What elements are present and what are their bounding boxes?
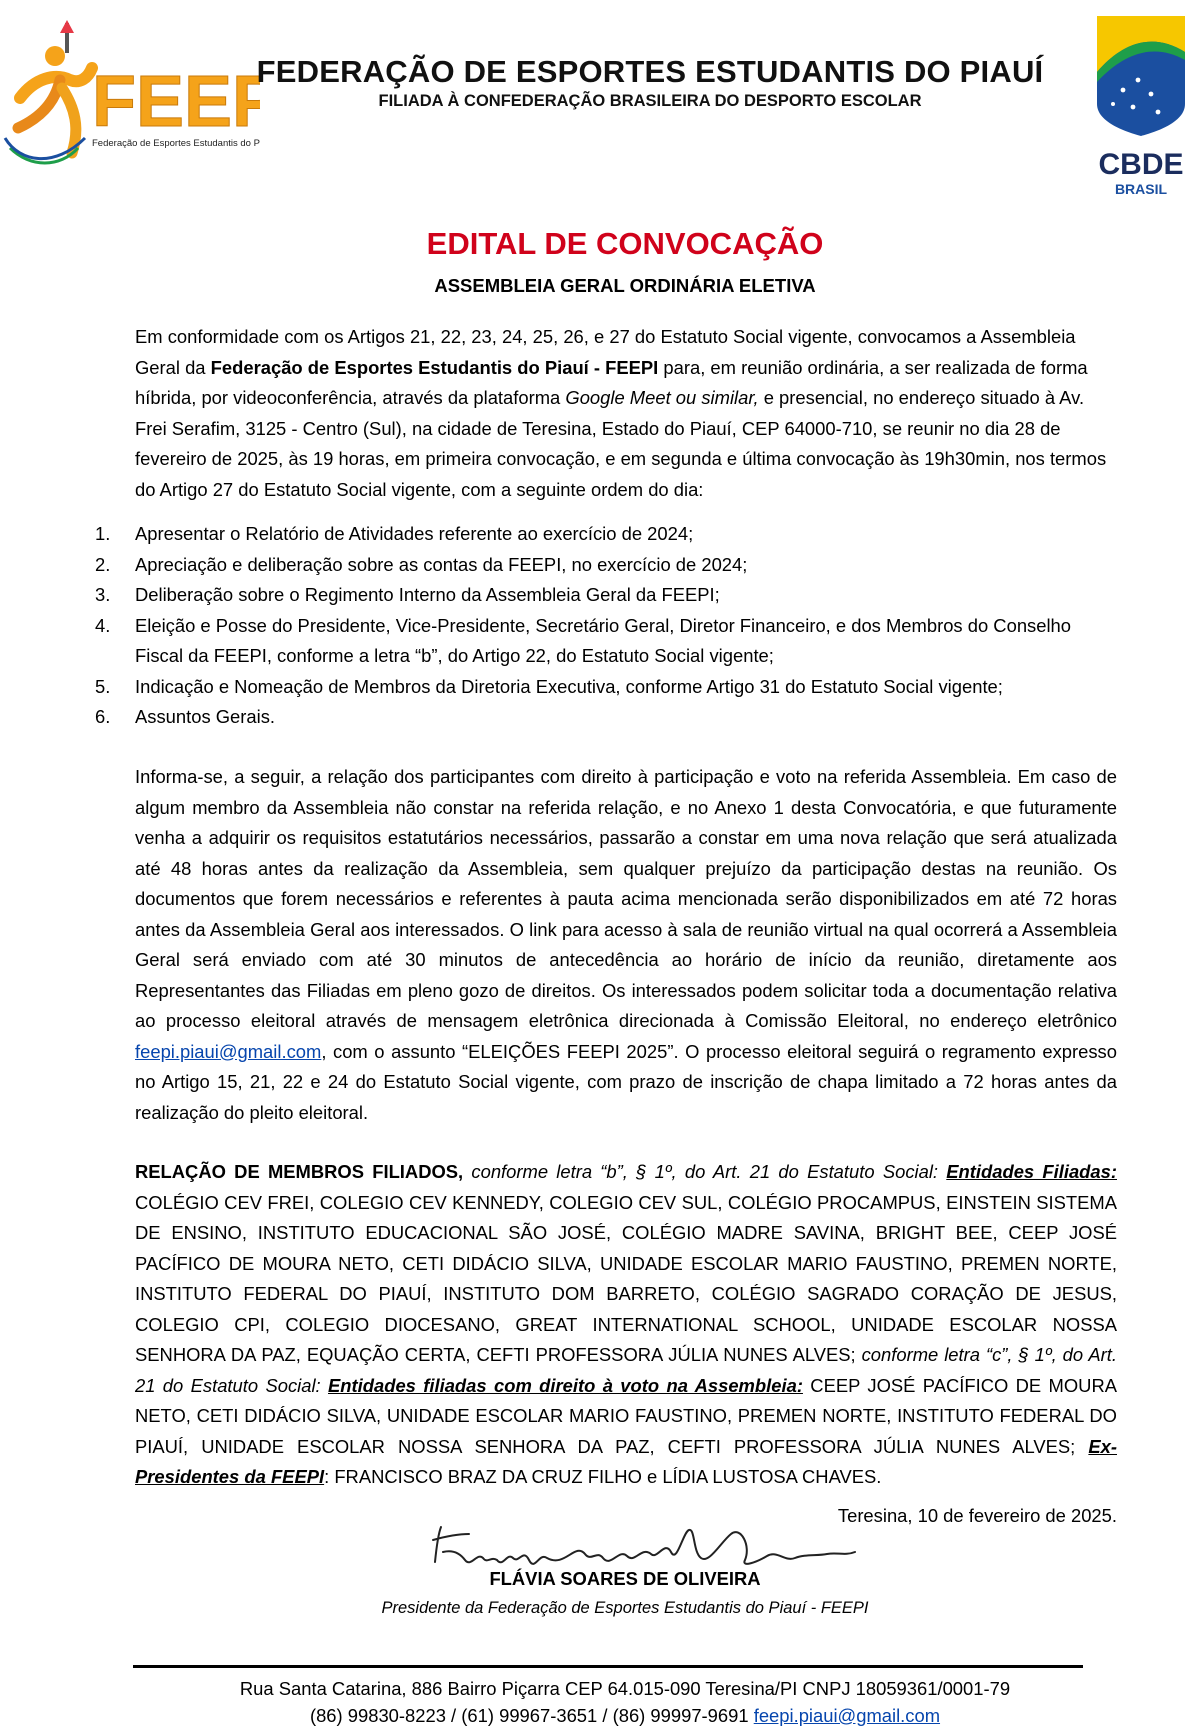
agenda-item-text: Assuntos Gerais. [135, 706, 276, 727]
agenda-item-number: 4. [95, 614, 111, 636]
agenda-item [95, 702, 1117, 733]
intro-text-1: Em conformidade com os Artigos 21, 22, 23, 24, 25, 26, e 27 do Estatuto Social vigente, convocamos a Assembleia Geral da [135, 326, 1076, 378]
feepi-logo-caption: Federação de Esportes Estudantis do Piauí [92, 138, 260, 149]
cbde-logo-caption: BRASIL [1114, 181, 1168, 197]
agenda-item [95, 611, 1117, 672]
agenda-item-text: Apreciação e deliberação sobre as contas da FEEPI, no exercício de 2024; [135, 553, 748, 575]
feepi-logo-text: FEEP [92, 62, 260, 142]
cbde-logo-text: CBDE [1098, 148, 1184, 181]
agenda-item-number: 2. [95, 553, 111, 575]
info-text-1: Informa-se, a seguir, a relação dos participantes com direito à participação e voto na referida Assembleia. Em caso de algum membro da Assembleia não constar na referida relação, e no Anexo 1 desta Convocatória, e que futuramente venha a adquirir os requisitos estatutários necessários, passarão a constar em uma nova relação que será atualizada até 48 horas antes da realização da Assembleia, sem qualquer prejuízo da participação destas na reunião. Os documentos que forem necessários e referentes à pauta acima mencionada serão disponibilizados em até 72 horas antes da Assembleia Geral aos interessados. O link para acesso à sala de reunião virtual na qual ocorrerá a Assembleia Geral será enviado com até 30 minutos de antecedência ao horário de início da reunião, diretamente aos Representantes das Filiadas em pleno gozo de direitos. Os interessados podem solicitar toda a documentação relativa ao processo eleitoral através de mensagem eletrônica direcionada à Comissão Eleitoral, no endereço eletrônico [135, 766, 1117, 1031]
agenda-item-text: Apresentar o Relatório de Atividades referente ao exercício de 2024; [135, 523, 694, 544]
footer-email-link[interactable]: feepi.piaui@gmail.com [753, 1705, 941, 1726]
footer-divider [133, 1665, 1083, 1668]
document-title: EDITAL DE CONVOCAÇÃO [426, 226, 824, 261]
ex-presidents-list: : FRANCISCO BRAZ DA CRUZ FILHO e LÍDIA LUSTOSA CHAVES. [324, 1466, 882, 1487]
intro-platform: Google Meet ou similar, [565, 387, 759, 408]
members-paragraph [135, 1157, 1117, 1493]
intro-org-name: Federação de Esportes Estudantis do Piauí - FEEPI [210, 356, 659, 378]
footer-address: Rua Santa Catarina, 886 Bairro Piçarra CEP 64.015-090 Teresina/PI CNPJ 18059361/0001-79 [239, 1678, 1011, 1699]
agenda-item-number: 1. [95, 523, 111, 544]
date-line: Teresina, 10 de fevereiro de 2025. [837, 1505, 1117, 1526]
info-text-2: , com o assunto “ELEIÇÕES FEEPI 2025”. O processo eleitoral seguirá o regramento expresso no Artigo 15, 21, 22 e 24 do Estatuto Social vigente, com prazo de inscrição de chapa limitado a 72 horas antes da realização do pleito eleitoral. [135, 1040, 1117, 1123]
signer-name: FLÁVIA SOARES DE OLIVEIRA [489, 1568, 761, 1589]
footer-contacts [0, 1705, 1200, 1727]
intro-text-2: para, em reunião ordinária, a ser realizada de forma híbrida, por videoconferência, através da plataforma [135, 356, 1088, 408]
agenda-list [95, 519, 1117, 733]
agenda-item [95, 672, 1117, 703]
agenda-item-number: 6. [95, 706, 111, 727]
voting-list: CEEP JOSÉ PACÍFICO DE MOURA NETO, CETI DIDÁCIO SILVA, UNIDADE ESCOLAR MARIO FAUSTINO, PREMEN NORTE, INSTITUTO FEDERAL DO PIAUÍ, UNIDADE ESCOLAR NOSSA SENHORA DA PAZ, CEFTI PROFESSORA JÚLIA NUNES ALVES; [135, 1374, 1117, 1457]
intro-paragraph [135, 322, 1117, 505]
members-ref-b: conforme letra “b”, § 1º, do Art. 21 do Estatuto Social: [463, 1161, 947, 1182]
ex-presidents-label: Ex-Presidentes da FEEPI [135, 1435, 1117, 1487]
document-subtitle: ASSEMBLEIA GERAL ORDINÁRIA ELETIVA [434, 275, 816, 296]
intro-text-3: e presencial, no endereço situado à Av. Frei Serafim, 3125 - Centro (Sul), na cidade de Teresina, Estado do Piauí, CEP 64000-710, se reunir no dia 28 de fevereiro de 2025, às 19 horas, em primeira convocação, e em segunda e última convocação às 19h30min, nos termos do Artigo 27 do Estatuto Social vigente, com a seguinte ordem do dia: [135, 387, 1107, 500]
agenda-item [95, 519, 1117, 550]
agenda-item [95, 580, 1117, 611]
members-ref-c: conforme letra “c”, § 1º, do Art. 21 do Estatuto Social: [135, 1344, 1118, 1396]
agenda-item-text: Indicação e Nomeação de Membros da Diretoria Executiva, conforme Artigo 31 do Estatuto Social vigente; [135, 675, 1003, 697]
feepi-logo [0, 18, 260, 168]
affiliated-list: COLÉGIO CEV FREI, COLEGIO CEV KENNEDY, COLEGIO CEV SUL, COLÉGIO PROCAMPUS, EINSTEIN SISTEMA DE ENSINO, INSTITUTO EDUCACIONAL SÃO JOSÉ, COLÉGIO MADRE SAVINA, BRIGHT BEE, CEEP JOSÉ PACÍFICO DE MOURA NETO, CETI DIDÁCIO SILVA, UNIDADE ESCOLAR MARIO FAUSTINO, PREMEN NORTE, INSTITUTO FEDERAL DO PIAUÍ, INSTITUTO DOM BARRETO, COLÉGIO SAGRADO CORAÇÃO DE JESUS, COLEGIO CPI, COLEGIO DIOCESANO, GREAT INTERNATIONAL SCHOOL, UNIDADE ESCOLAR NOSSA SENHORA DA PAZ, EQUAÇÃO CERTA, CEFTI PROFESSORA JÚLIA NUNES ALVES; [135, 1191, 1117, 1365]
email-link[interactable]: feepi.piaui@gmail.com [135, 1040, 322, 1062]
footer-phones: (86) 99830-8223 / (61) 99967-3651 / (86) 99997-9691 [309, 1705, 754, 1726]
voting-label: Entidades filiadas com direito à voto na Assembleia: [328, 1374, 803, 1396]
agenda-item [95, 550, 1117, 581]
cbde-logo [1093, 12, 1189, 202]
agenda-item-text: Eleição e Posse do Presidente, Vice-Presidente, Secretário Geral, Diretor Financeiro, e dos Membros do Conselho Fiscal da FEEPI, conforme a letra “b”, do Artigo 22, do Estatuto Social vigente; [135, 614, 1072, 666]
agenda-item-number: 5. [95, 675, 111, 697]
agenda-item-text: Deliberação sobre o Regimento Interno da Assembleia Geral da FEEPI; [135, 584, 720, 605]
signer-role: Presidente da Federação de Esportes Estudantis do Piauí - FEEPI [381, 1599, 869, 1617]
affiliated-label: Entidades Filiadas: [946, 1161, 1117, 1182]
agenda-item-number: 3. [95, 584, 111, 605]
runner-head-shape [45, 46, 65, 66]
members-heading: RELAÇÃO DE MEMBROS FILIADOS, [135, 1161, 464, 1182]
header-subtitle: FILIADA À CONFEDERAÇÃO BRASILEIRA DO DESPORTO ESCOLAR [378, 92, 922, 110]
header-title: FEDERAÇÃO DE ESPORTES ESTUDANTIS DO PIAUÍ [256, 54, 1044, 89]
info-paragraph [135, 762, 1117, 1128]
